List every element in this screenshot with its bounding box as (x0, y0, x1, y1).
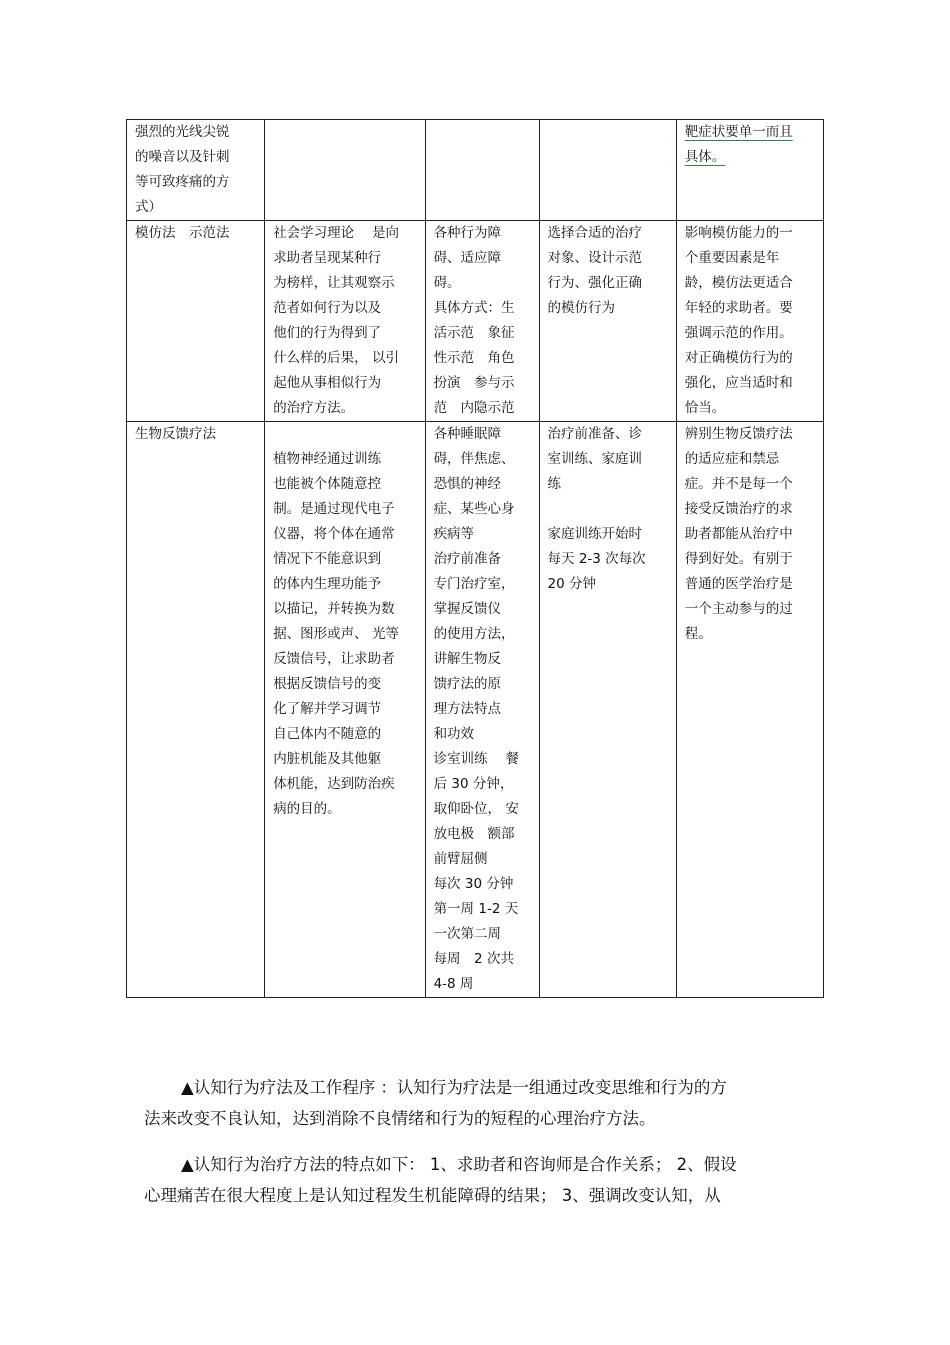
table-cell-indication: 各种睡眠障 碍，伴焦虑、 恐惧的神经 症、某些心身 疾病等 治疗前准备 专门治疗室， 掌握反馈仪 的使用方法， 讲解生物反 馈疗法的原 理方法特点 和功效 诊室训练 餐 后 30 分钟， 取仰卧位， 安 放电极 额部 前臂屈侧 每次 30 分钟 第一周 1-2 天 一次第二周 每周 2 次共 4-8 周 (425, 422, 539, 998)
table-cell-method: 模仿法 示范法 (127, 221, 265, 422)
table-row (127, 422, 824, 998)
table-cell-notes: 影响模仿能力的一 个重要因素是年 龄，模仿法更适合 年轻的求助者。要 强调示范的作用。 对正确模仿行为的 强化，应当适时和 恰当。 (676, 221, 823, 422)
paragraph-cbt-features: ▲认知行为治疗方法的特点如下： 1、求助者和咨询师是合作关系； 2、假设 心理痛苦在很大程度上是认知过程发生机能障碍的结果； 3、强调改变认知，从 (144, 1155, 737, 1205)
therapy-methods-table (126, 119, 824, 998)
table-cell-procedure (539, 120, 676, 221)
table-row (127, 221, 824, 422)
highlighted-note: 靶症状要单一而且 具体。 (684, 124, 793, 165)
table-cell-indication (425, 120, 539, 221)
table-cell-principle: 社会学习理论 是向 求助者呈现某种行 为榜样，让其观察示 范者如何行为以及 他们的行为得到了 什么样的后果， 以引 起他从事相似行为 的治疗方法。 (265, 221, 425, 422)
table-cell-procedure: 选择合适的治疗 对象、设计示范 行为、强化正确 的模仿行为 (539, 221, 676, 422)
table-cell-principle: 植物神经通过训练 也能被个体随意控 制。是通过现代电子 仪器，将个体在通常 情况下不能意识到 的体内生理功能予 以描记，并转换为数 据、图形或声、 光等 反馈信号，让求助者 根据反馈信号的变 化了解并学习调节 自己体内不随意的 内脏机能及其他躯 体机能，达到防治疾 病的目的。 (265, 422, 425, 998)
table-cell-method: 强烈的光线尖锐 的噪音以及针刺 等可致疼痛的方 式） (127, 120, 265, 221)
paragraph-cbt-definition: ▲认知行为疗法及工作程序 ：认知行为疗法是一组通过改变思维和行为的方 法来改变不良认知，达到消除不良情绪和行为的短程的心理治疗方法。 (144, 1078, 727, 1128)
table-cell-notes: 辨别生物反馈疗法 的适应症和禁忌 症。并不是每一个 接受反馈治疗的求 助者都能从治疗中 得到好处。有别于 普通的医学治疗是 一个主动参与的过 程。 (676, 422, 823, 998)
table-cell-method: 生物反馈疗法 (127, 422, 265, 998)
table-row (127, 120, 824, 221)
table-cell-principle (265, 120, 425, 221)
table-cell-notes (676, 120, 823, 221)
table-cell-procedure: 治疗前准备、诊 室训练、家庭训 练 家庭训练开始时 每天 2-3 次每次 20 分钟 (539, 422, 676, 998)
table-cell-indication: 各种行为障 碍、适应障 碍。 具体方式：生 活示范 象征 性示范 角色 扮演 参与示 范 内隐示范 (425, 221, 539, 422)
